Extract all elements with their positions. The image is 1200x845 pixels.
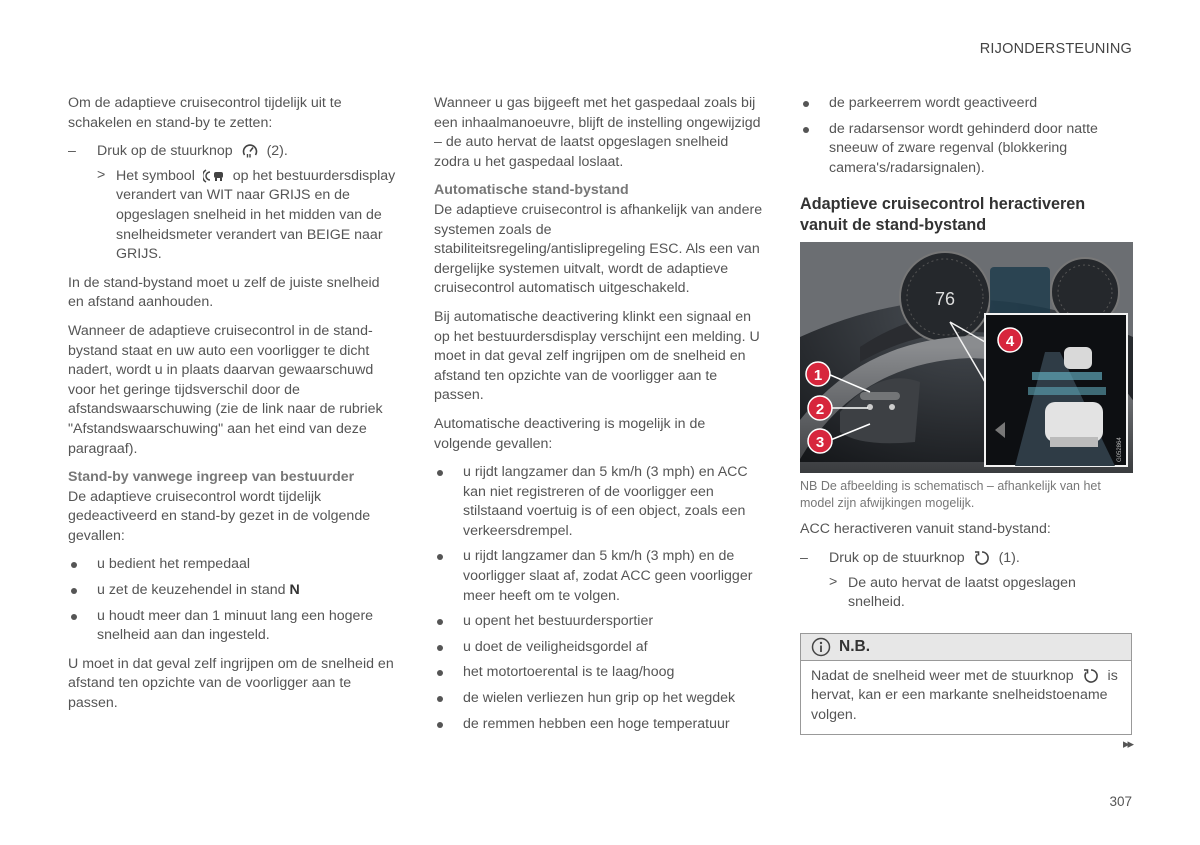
intervention-list: [68, 555, 398, 645]
marker-2: 2: [815, 401, 825, 419]
list-item: de wielen verliezen hun grip op het wegdek: [434, 689, 766, 709]
subheading-driver-intervention: Stand-by vanwege ingreep van bestuurder: [68, 469, 355, 486]
step-press-button: – Druk op de stuurknop (2).: [68, 142, 398, 162]
heading-reactivate: Adaptieve cruisecontrol heractiveren vanuit de stand-bystand: [800, 195, 1086, 235]
step-result-resume: > De auto hervat de laatst opgeslagen snelheid.: [829, 573, 1076, 611]
column-2: [434, 94, 766, 743]
acc-car-icon: [203, 167, 225, 185]
list-item: de radarsensor wordt gehinderd door natte sneeuw of zware regenval (blokkering camera's/radarsignalen).: [800, 120, 1132, 179]
intro-text: Om de adaptieve cruisecontrol tijdelijk uit te schakelen en stand-by te zetten:: [68, 95, 342, 131]
list-item: u rijdt langzamer dan 5 km/h (3 mph) en ACC kan niet registreren of de voorligger een stilstaand voertuig is of een object, zoals een verkeersdrempel.: [434, 463, 766, 541]
note-box: [800, 633, 1132, 735]
paragraph-signal: Bij automatische deactivering klinkt een signaal en op het bestuurdersdisplay verschijnt een melding. U moet in dat geval zelf ingrijpen om de snelheid en afstand ten opzichte van de voorligger aan te passen.: [434, 308, 760, 404]
list-item: u rijdt langzamer dan 5 km/h (3 mph) en de voorligger slaat af, zodat ACC geen voorligger meer heeft om te volgen.: [434, 547, 766, 606]
marker-4: 4: [1005, 333, 1015, 351]
speed-readout: 76: [934, 289, 956, 310]
paragraph-accelerator: Wanneer u gas bijgeeft met het gaspedaal zoals bij een inhaalmanoeuvre, blijft de instelling ongewijzigd – de auto hervat de laatst opgeslagen snelheid zodra u het gaspedaal loslaat.: [434, 95, 761, 170]
list-item: het motortoerental is te laag/hoog: [434, 663, 766, 683]
list-item: u bedient het rempedaal: [68, 555, 398, 575]
steering-wheel-illustration: [800, 242, 1133, 473]
marker-1: 1: [813, 367, 823, 385]
step-result: > Het symbool op het bestuurdersdisplay verandert van WIT naar GRIJS en de opgeslagen snelheid in het midden van de snelheidsmeter verandert van BEIGE naar GRIJS.: [97, 166, 396, 263]
resume-icon: [1082, 667, 1100, 685]
paragraph-esc: De adaptieve cruisecontrol is afhankelijk van andere systemen zoals de stabiliteitsregeling/antislipregeling ESC. Als een van dergelijke systemen uitvalt, wordt de adaptieve cruisecontrol automatisch uitgeschakeld.: [434, 201, 763, 297]
marker-3: 3: [815, 434, 825, 452]
note-title: N.B.: [839, 637, 870, 655]
figure-caption: NB De afbeelding is schematisch – afhankelijk van het model zijn afwijkingen mogelijk.: [800, 479, 1101, 511]
auto-deactivation-list-continued: [800, 94, 1132, 178]
illustration-svg: [800, 242, 1133, 473]
list-item: u zet de keuzehendel in stand N: [68, 581, 398, 601]
gear-position: N: [289, 582, 300, 599]
column-3: [800, 94, 1132, 735]
paragraph-adjust-yourself: U moet in dat geval zelf ingrijpen om de snelheid en afstand ten opzichte van de voorligger aan te passen.: [68, 655, 394, 712]
continue-arrows-icon: ▸▸: [1122, 736, 1132, 751]
auto-deactivation-list: [434, 463, 766, 734]
list-item: u houdt meer dan 1 minuut lang een hogere snelheid aan dan ingesteld.: [68, 607, 398, 646]
subheading-auto-standby: Automatische stand-bystand: [434, 182, 629, 199]
note-header: [801, 634, 1131, 661]
resume-icon: [973, 549, 991, 567]
paragraph-standby-speed: In de stand-bystand moet u zelf de juiste snelheid en afstand aanhouden.: [68, 274, 380, 311]
info-icon: [811, 637, 831, 657]
section-header: RIJONDERSTEUNING: [979, 41, 1132, 57]
paragraph-distance-warning: Wanneer de adaptieve cruisecontrol in de stand-bystand staat en uw auto een voorligger te dicht nadert, wordt u in plaats daarvan gewaarschuwd voor het geringe tijdsverschil door de afstandswaarschuwing (zie de link naar de rubriek "Afstandswaarschuwing" aan het eind van deze paragraaf).: [68, 322, 383, 457]
list-item: de parkeerrem wordt geactiveerd: [800, 94, 1132, 114]
cruise-pause-icon: [241, 142, 259, 160]
page-number: 307: [1109, 794, 1132, 809]
reactivate-intro: ACC heractiveren vanuit stand-bystand:: [800, 521, 1051, 538]
note-body: Nadat de snelheid weer met de stuurknop is hervat, kan er een markante snelheidstoename volgen.: [811, 667, 1118, 723]
step-press-resume: – Druk op de stuurknop (1).: [800, 549, 1132, 569]
paragraph-temporarily-deactivated: De adaptieve cruisecontrol wordt tijdelijk gedeactiveerd en stand-by gezet in de volgende gevallen:: [68, 488, 371, 544]
list-item: u opent het bestuurdersportier: [434, 612, 766, 632]
list-item: de remmen hebben een hoge temperatuur: [434, 715, 766, 735]
figure-code: G052864: [1117, 437, 1123, 463]
list-item: u doet de veiligheidsgordel af: [434, 638, 766, 658]
column-1: [68, 94, 398, 723]
paragraph-cases-intro: Automatische deactivering is mogelijk in de volgende gevallen:: [434, 415, 706, 452]
